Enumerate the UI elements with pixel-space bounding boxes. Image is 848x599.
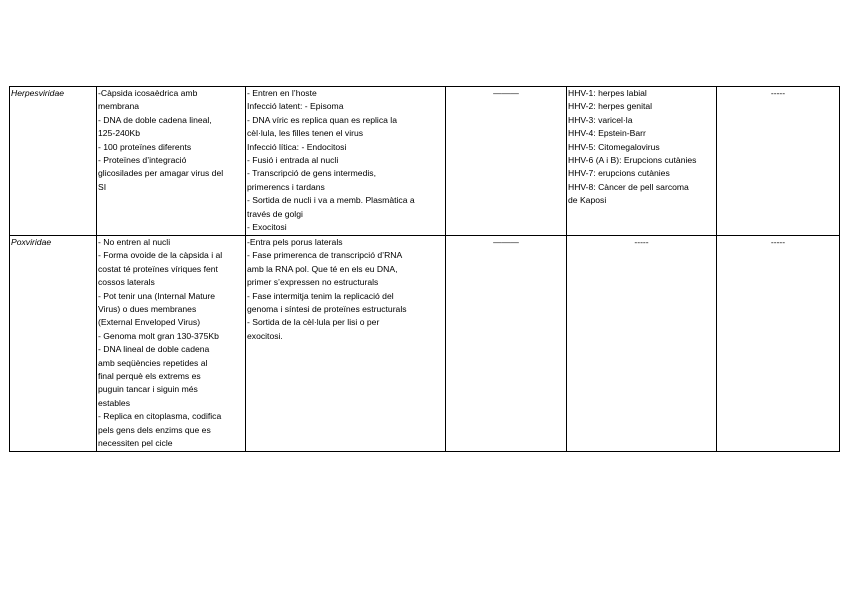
text-line: de Kaposi (568, 195, 607, 206)
text-line: estables (98, 397, 131, 408)
text-line: exocitosi. (247, 330, 283, 341)
empty-dash-cell: ----- (717, 87, 840, 236)
text-line: - Fase primerenca de transcripció d’RNA (247, 250, 403, 261)
text-line: pels gens dels enzims que es (98, 424, 211, 435)
virus-families-table (9, 86, 840, 452)
text-line: puguin tancar i siguin més (98, 384, 198, 395)
text-line: - Forma ovoide de la càpsida i al (98, 250, 223, 261)
text-line: Infecció lítica: - Endocitosi (247, 141, 347, 152)
text-line: (External Enveloped Virus) (98, 317, 201, 328)
text-line: - Replica en citoplasma, codifica (98, 411, 222, 422)
text-line: costat té proteïnes víriques fent (98, 263, 218, 274)
text-line: - Fusió i entrada al nucli (247, 155, 339, 166)
text-line: - Sortida de nucli i va a memb. Plasmàtica a (247, 195, 415, 206)
text-line: 125-240Kb (98, 128, 141, 139)
text-line: - DNA víric es replica quan es replica la (247, 114, 397, 125)
text-line: - Pot tenir una (Internal Mature (98, 290, 216, 301)
text-line: genoma i síntesi de proteïnes estructurals (247, 304, 407, 315)
text-line: - DNA lineal de doble cadena (98, 344, 210, 355)
text-line: necessiten pel cicle (98, 438, 173, 449)
text-line: - Sortida de la cèl·lula per lisi o per (247, 317, 380, 328)
text-line: Virus) o dues membranes (98, 304, 197, 315)
text-line: - Fase intermitja tenim la replicació del (247, 290, 394, 301)
text-line: Infecció latent: - Episoma (247, 101, 344, 112)
empty-dash-cell: ——— (446, 87, 567, 236)
empty-dash-cell: ——— (446, 236, 567, 452)
text-line: HHV-8: Càncer de pell sarcoma (568, 181, 689, 192)
text-line: final perquè els extrems es (98, 371, 201, 382)
text-line: cèl·lula, les filles tenen el virus (247, 128, 364, 139)
text-line: HHV-5: Citomegalovirus (568, 141, 660, 152)
empty-dash-cell: ----- (717, 236, 840, 452)
text-line: membrana (98, 101, 140, 112)
text-line: -Càpsida icosaèdrica amb (98, 88, 198, 98)
text-line: HHV-7: erupcions cutànies (568, 168, 670, 179)
text-line: SI (98, 181, 107, 192)
text-line: amb seqüències repetides al (98, 357, 208, 368)
table-row (10, 87, 840, 236)
diseases-cell (567, 87, 717, 236)
text-line: -Entra pels porus laterals (247, 237, 343, 247)
virus-family-cell: Poxviridae (10, 236, 97, 452)
text-line: HHV-1: herpes labial (568, 88, 647, 98)
cycle-cell (246, 87, 446, 236)
text-line: HHV-3: varicel·la (568, 114, 633, 125)
structure-cell (97, 87, 246, 236)
text-line: HHV-4: Epstein-Barr (568, 128, 646, 139)
text-line: HHV-2: herpes genital (568, 101, 653, 112)
text-line: - No entren al nucli (98, 237, 171, 247)
text-line: - 100 proteïnes diferents (98, 141, 192, 152)
text-line: primerencs i tardans (247, 181, 325, 192)
text-line: - DNA de doble cadena lineal, (98, 114, 212, 125)
text-line: - Transcripció de gens intermedis, (247, 168, 376, 179)
structure-cell (97, 236, 246, 452)
text-line: - Entren en l’hoste (247, 88, 317, 98)
text-line: glicosilades per amagar virus del (98, 168, 224, 179)
empty-dash-cell: ----- (567, 236, 717, 452)
text-line: - Genoma molt gran 130-375Kb (98, 330, 219, 341)
text-line: amb la RNA pol. Que té en els eu DNA, (247, 263, 398, 274)
text-line: través de golgi (247, 208, 303, 219)
cycle-cell (246, 236, 446, 452)
text-line: cossos laterals (98, 277, 155, 288)
text-line: HHV-6 (A i B): Erupcions cutànies (568, 155, 697, 166)
text-line: - Exocitosi (247, 222, 287, 233)
text-line: primer s’expressen no estructurals (247, 277, 379, 288)
virus-family-cell: Herpesviridae (10, 87, 97, 236)
table-row (10, 236, 840, 452)
text-line: - Proteïnes d’integració (98, 155, 187, 166)
